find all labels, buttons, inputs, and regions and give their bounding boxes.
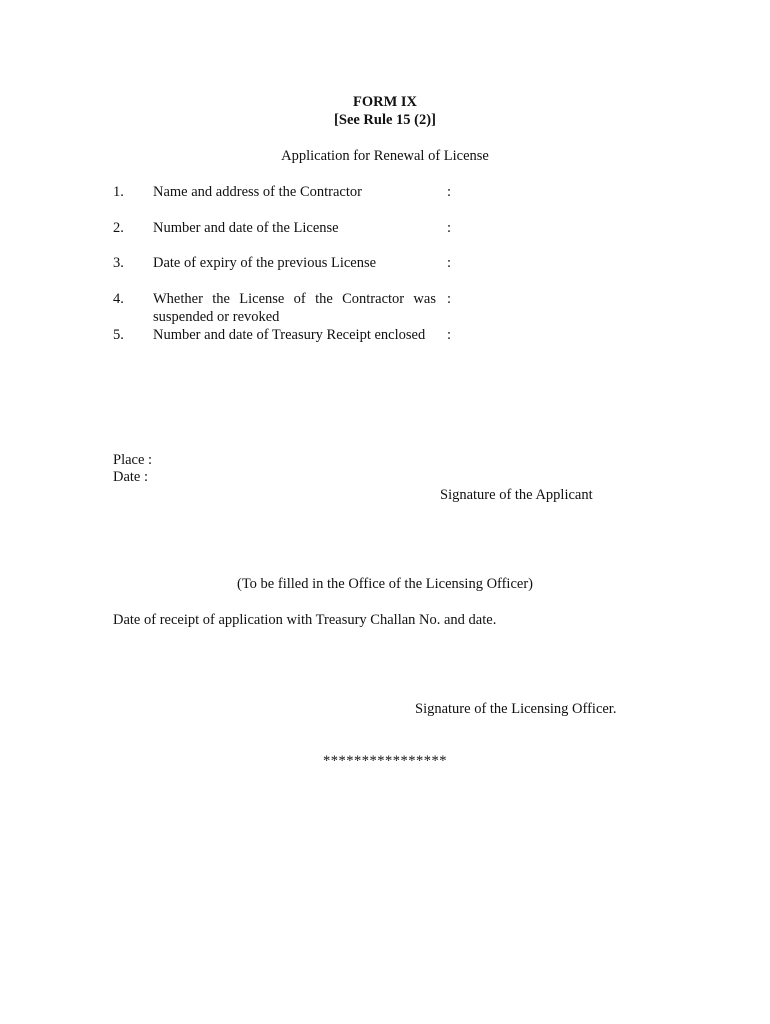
applicant-signature-label: Signature of the Applicant xyxy=(440,487,593,503)
item-colon: : xyxy=(447,291,452,307)
item-label: Whether the License of the Contractor was suspended or revoked xyxy=(153,291,436,325)
item-label: Number and date of the License xyxy=(153,220,339,236)
item-label: Date of expiry of the previous License xyxy=(153,255,377,271)
item-colon: : xyxy=(447,184,452,200)
form-title: FORM IX xyxy=(352,94,418,110)
office-use-heading: (To be filled in the Office of the Licensing Officer) xyxy=(237,576,533,592)
item-colon: : xyxy=(447,255,452,271)
item-number: 3. xyxy=(113,255,124,271)
item-number: 1. xyxy=(113,184,124,200)
item-number: 5. xyxy=(113,327,124,343)
item-label: Name and address of the Contractor xyxy=(153,184,362,200)
officer-signature-label: Signature of the Licensing Officer. xyxy=(415,701,617,717)
rule-reference: [See Rule 15 (2)] xyxy=(334,112,436,128)
item-label: Number and date of Treasury Receipt enclosed xyxy=(153,327,426,343)
place-label: Place : xyxy=(113,452,153,468)
receipt-date-line: Date of receipt of application with Treasury Challan No. and date. xyxy=(113,612,497,628)
item-number: 2. xyxy=(113,220,124,236)
end-of-form-marks: **************** xyxy=(323,753,447,769)
date-label: Date : xyxy=(113,469,149,485)
item-number: 4. xyxy=(113,291,124,307)
item-colon: : xyxy=(447,220,452,236)
form-subtitle: Application for Renewal of License xyxy=(281,148,489,164)
item-colon: : xyxy=(447,327,452,343)
